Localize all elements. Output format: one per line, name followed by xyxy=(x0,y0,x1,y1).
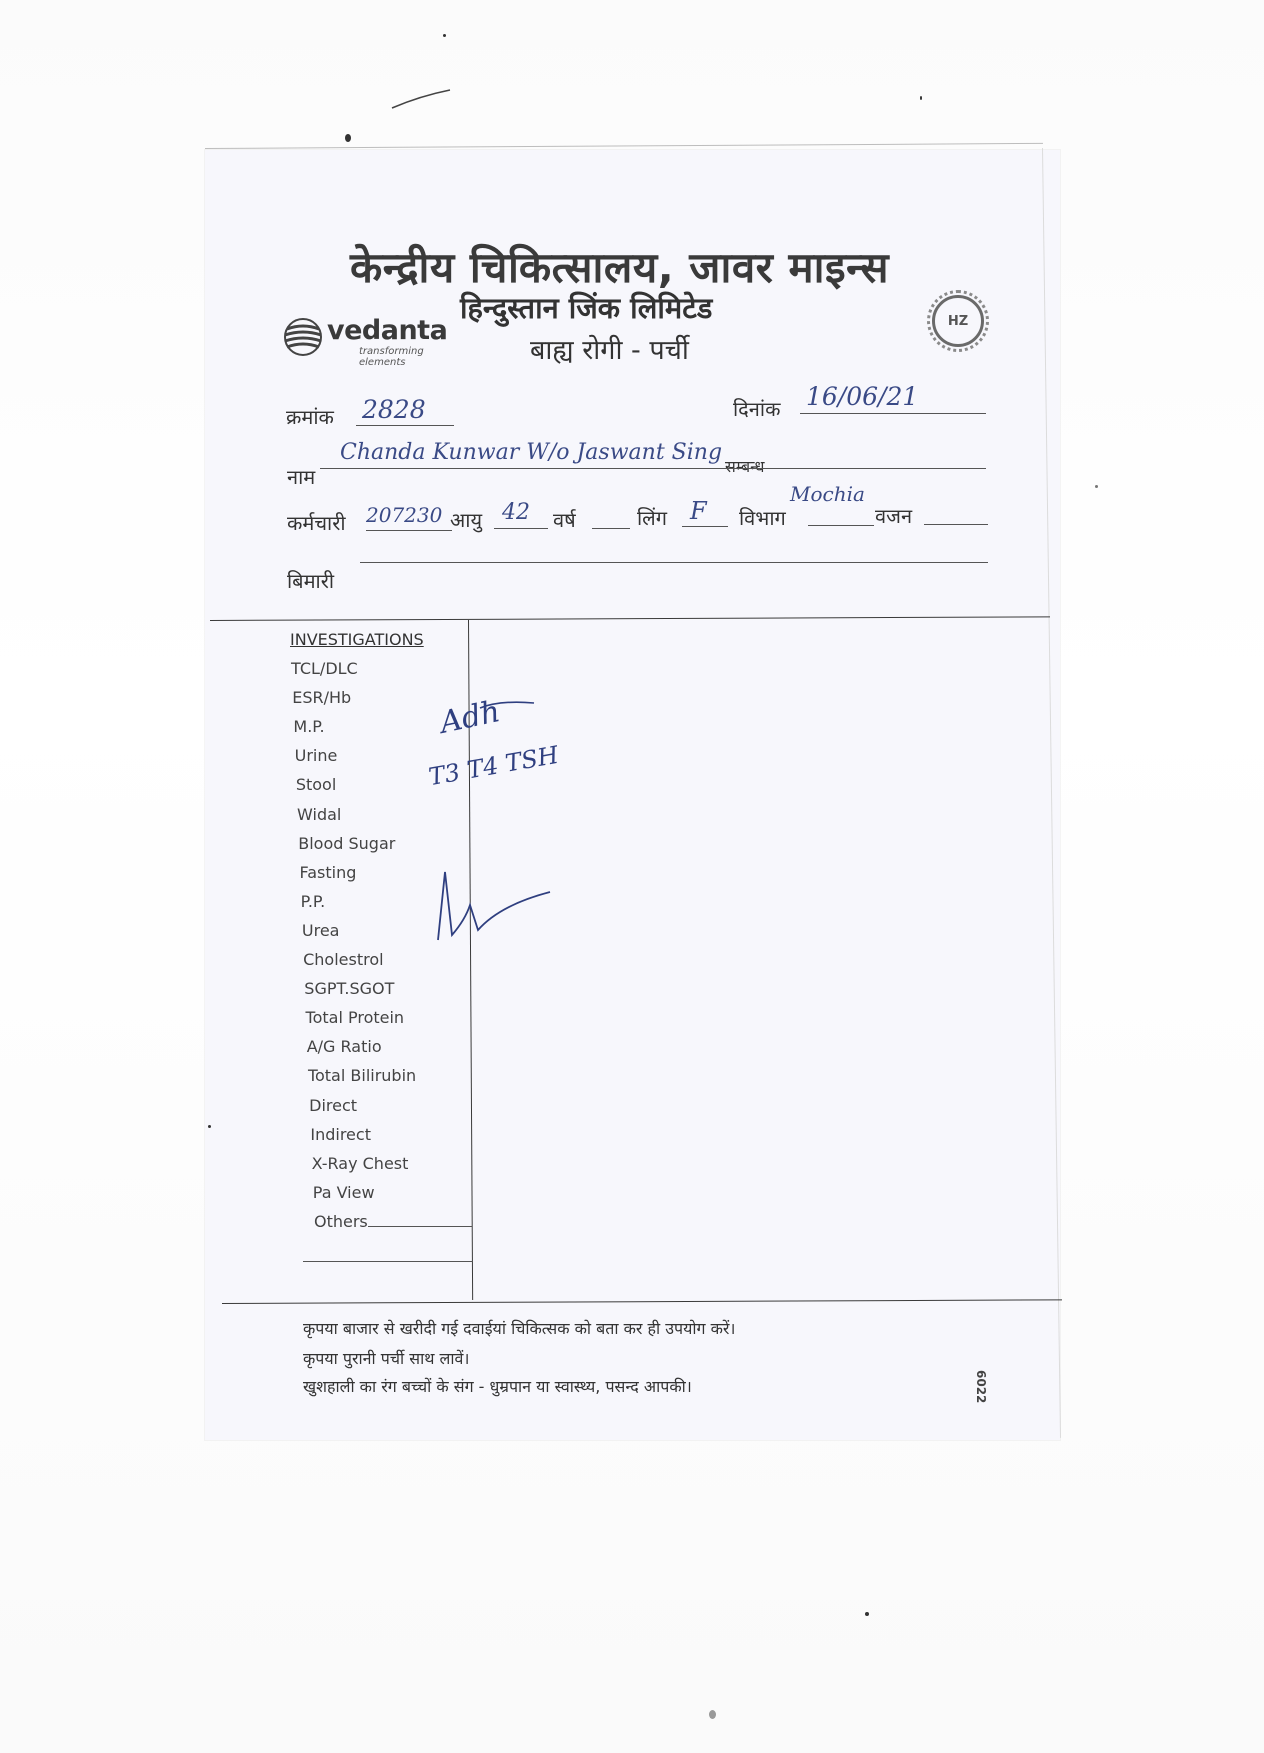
investigation-item: Cholestrol xyxy=(303,950,384,969)
pen-stroke xyxy=(480,702,534,708)
serial-label: क्रमांक xyxy=(286,405,334,429)
investigation-item: SGPT.SGOT xyxy=(304,979,395,999)
date-label: दिनांक xyxy=(733,397,781,421)
prescription-line-2: T3 T4 TSH xyxy=(426,740,561,792)
weight-label: वजन xyxy=(875,504,913,528)
investigation-item: Stool xyxy=(295,775,337,795)
investigation-item: Others xyxy=(313,1211,368,1231)
department-value: Mochia xyxy=(790,482,865,506)
investigation-item: M.P. xyxy=(293,717,325,737)
serial-value: 2828 xyxy=(362,395,426,424)
form-number: 6022 xyxy=(974,1370,988,1404)
logo-wordmark: vedanta xyxy=(327,315,448,346)
sex-label: लिंग xyxy=(637,506,667,530)
investigation-item: Urine xyxy=(294,746,338,766)
investigation-item: Pa View xyxy=(312,1182,375,1202)
sex-value: F xyxy=(690,497,707,525)
investigation-item: A/G Ratio xyxy=(306,1037,382,1057)
investigation-item: Fasting xyxy=(299,862,357,882)
department-label: विभाग xyxy=(739,506,786,530)
investigation-item: Direct xyxy=(309,1095,358,1115)
age-label: आयु xyxy=(450,508,483,532)
investigation-item: Widal xyxy=(297,804,342,824)
investigation-item: Blood Sugar xyxy=(298,833,396,853)
seal-text: HZ xyxy=(947,313,969,329)
footer-note-3: खुशहाली का रंग बच्चों के संग - धुम्रपान या स्वास्थ्य, पसन्द आपकी। xyxy=(303,1377,692,1396)
employee-label: कर्मचारी xyxy=(287,511,346,535)
investigation-item: Indirect xyxy=(310,1124,371,1144)
investigation-item: Total Protein xyxy=(305,1008,405,1028)
investigation-item: ESR/Hb xyxy=(292,688,352,708)
investigation-item: TCL/DLC xyxy=(291,659,358,678)
date-value: 16/06/21 xyxy=(806,382,919,411)
footer-note-2: कृपया पुरानी पर्ची साथ लावें। xyxy=(303,1349,470,1368)
illness-label: बिमारी xyxy=(287,569,335,593)
company-name: हिन्दुस्तान जिंक लिमिटेड xyxy=(460,291,713,325)
investigations-heading: INVESTIGATIONS xyxy=(290,630,424,649)
employee-value: 207230 xyxy=(366,503,443,527)
prescription-line-1: Adh xyxy=(437,694,504,741)
name-value: Chanda Kunwar W/o Jaswant Sing xyxy=(340,440,723,465)
slip-type-title: बाह्य रोगी - पर्ची xyxy=(530,335,689,366)
pen-stroke xyxy=(392,90,450,108)
years-label: वर्ष xyxy=(553,508,576,532)
investigation-item: X-Ray Chest xyxy=(311,1153,409,1173)
investigation-item: P.P. xyxy=(300,891,326,911)
investigation-item: Total Bilirubin xyxy=(307,1066,417,1086)
logo-tagline: transforming elements xyxy=(359,346,424,368)
hospital-name: केन्द्रीय चिकित्सालय, जावर माइन्स xyxy=(350,243,889,292)
relation-label: सम्बन्ध xyxy=(725,457,765,476)
name-label: नाम xyxy=(287,465,316,489)
age-value: 42 xyxy=(502,500,530,525)
investigation-item: Urea xyxy=(301,920,340,940)
doctor-signature xyxy=(438,872,550,940)
footer-note-1: कृपया बाजार से खरीदी गई दवाईयां चिकित्सक को बता कर ही उपयोग करें। xyxy=(303,1319,736,1338)
